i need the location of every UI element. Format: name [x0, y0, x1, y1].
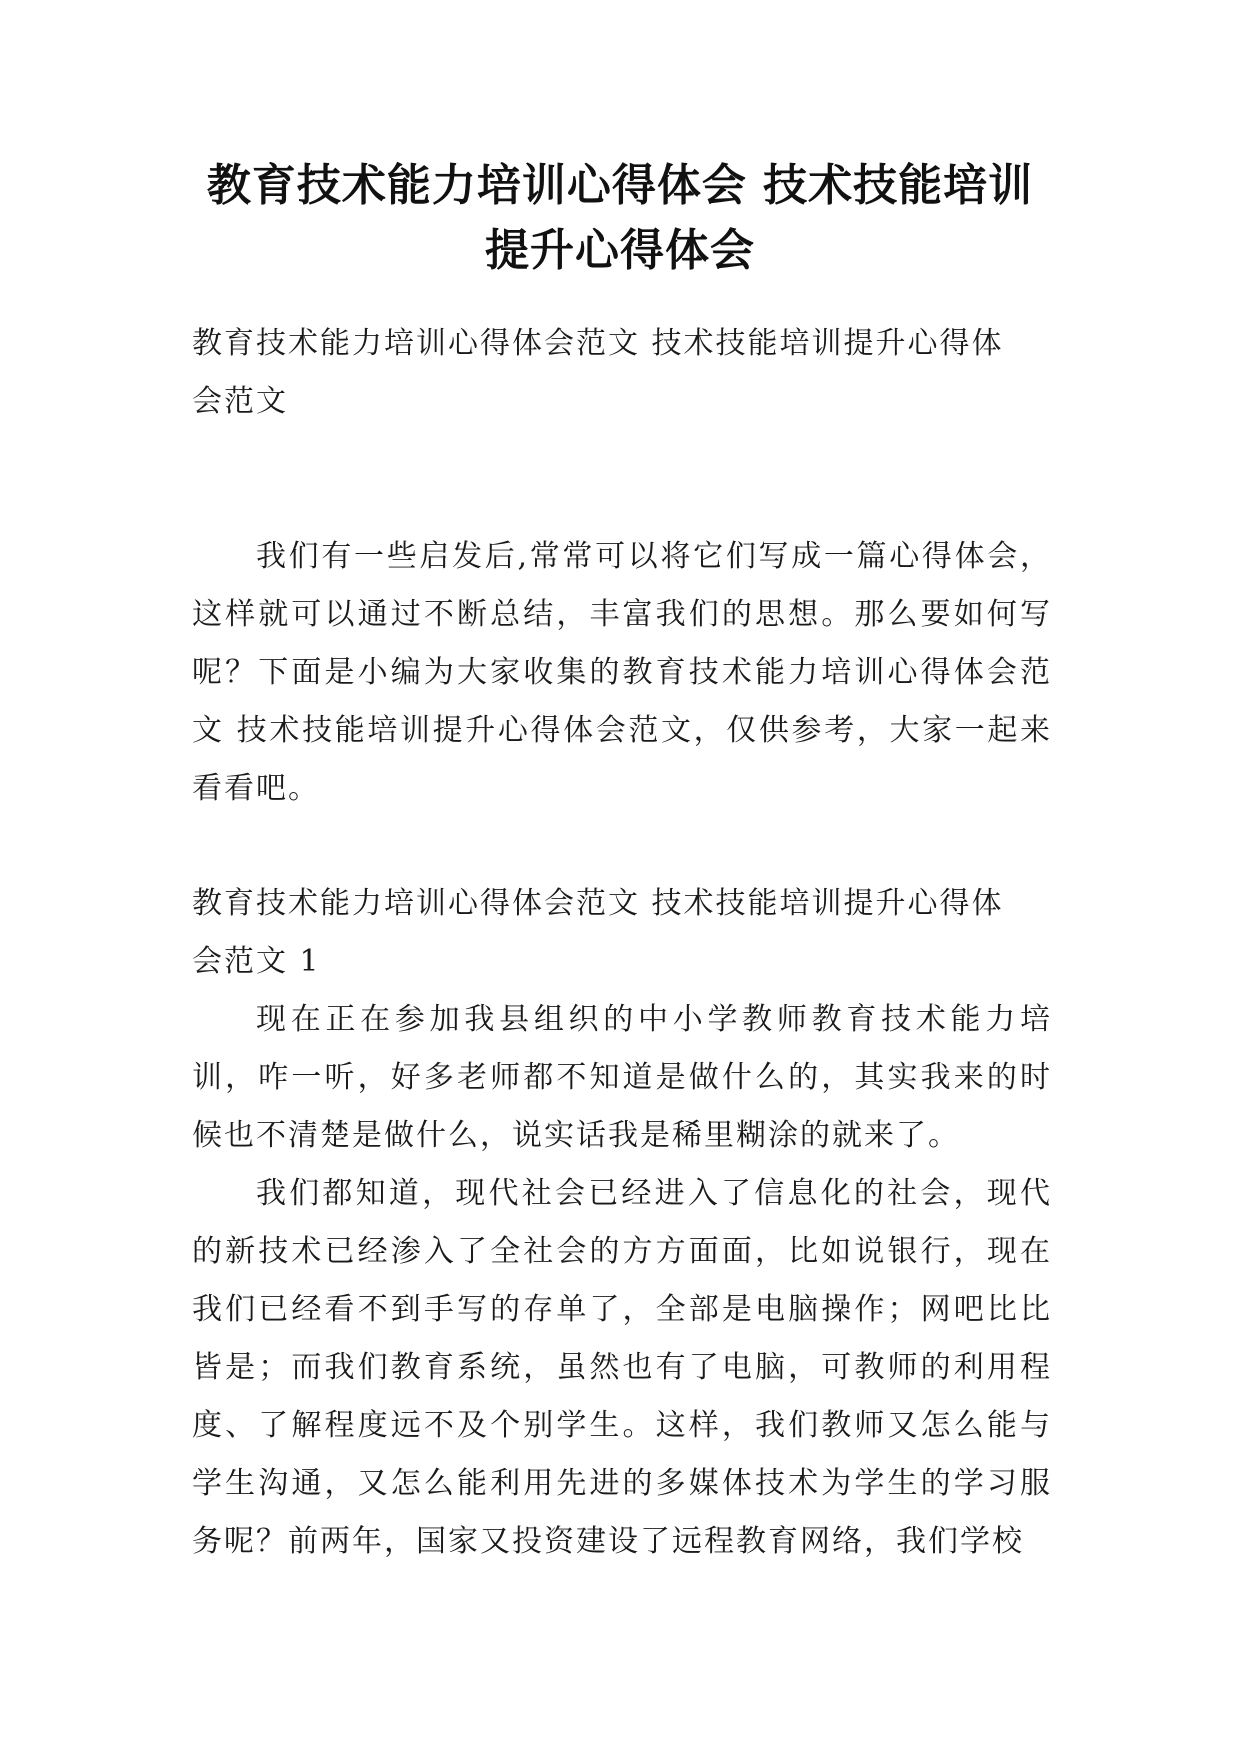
title-line-1: 教育技术能力培训心得体会 技术技能培训 — [206, 160, 1034, 211]
document-title — [190, 153, 1050, 283]
title-line-2: 提升心得体会 — [485, 225, 755, 276]
section-body — [192, 991, 1052, 1571]
section-heading-line-1: 教育技术能力培训心得体会范文 技术技能培训提升心得体 — [192, 886, 1004, 921]
body-paragraph-1: 现在正在参加我县组织的中小学教师教育技术能力培训，咋一听，好多老师都不知道是做什么的，其实我来的时候也不清楚是做什么，说实话我是稀里糊涂的就来了。 — [192, 1002, 1052, 1153]
section-heading — [192, 875, 1052, 991]
subtitle-line-1: 教育技术能力培训心得体会范文 技术技能培训提升心得体 — [192, 326, 1004, 361]
section-heading-line-2: 会范文 1 — [192, 944, 321, 979]
intro-paragraph: 我们有一些启发后,常常可以将它们写成一篇心得体会，这样就可以通过不断总结，丰富我们的思想。那么要如何写呢？下面是小编为大家收集的教育技术能力培训心得体会范文 技术技能培训提升心得体会范文，仅供参考，大家一起来看看吧。 — [192, 539, 1052, 806]
document-subtitle — [192, 315, 1052, 431]
subtitle-line-2: 会范文 — [192, 384, 288, 419]
body-paragraph-2: 我们都知道，现代社会已经进入了信息化的社会，现代的新技术已经渗入了全社会的方方面面，比如说银行，现在我们已经看不到手写的存单了，全部是电脑操作；网吧比比皆是；而我们教育系统，虽然也有了电脑，可教师的利用程度、了解程度远不及个别学生。这样，我们教师又怎么能与学生沟通，又怎么能利用先进的多媒体技术为学生的学习服务呢？前两年，国家又投资建设了远程教育网络，我们学校 — [192, 1176, 1052, 1559]
